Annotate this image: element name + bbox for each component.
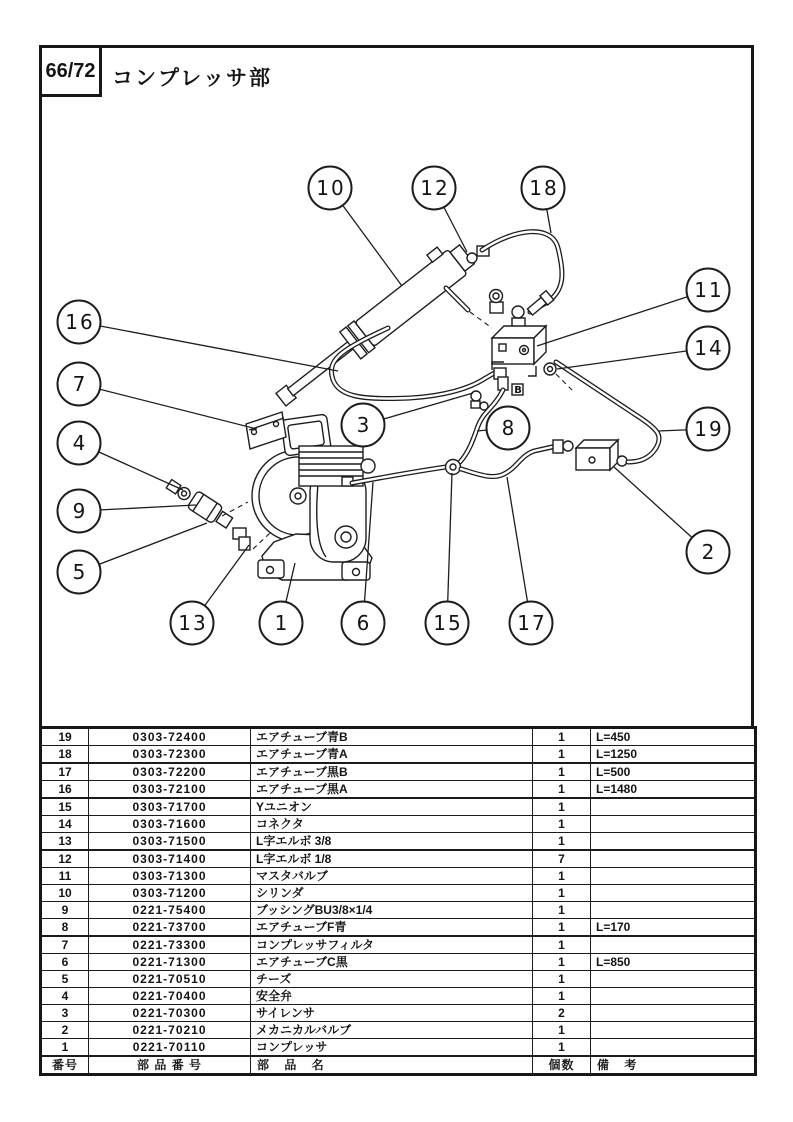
cell-part-no: 0221-73700: [89, 919, 251, 937]
cell-remarks: [591, 936, 756, 954]
cell-no: 13: [41, 833, 89, 851]
cell-qty: 1: [533, 919, 591, 937]
callout-number: 9: [72, 499, 88, 523]
callout-10: [309, 167, 352, 210]
cell-remarks: L=850: [591, 954, 756, 971]
cell-qty: 1: [533, 816, 591, 833]
callout-bubbles: [58, 167, 730, 645]
table-row: [41, 781, 756, 799]
cell-part-no: 0303-72400: [89, 728, 251, 746]
cell-remarks: [591, 868, 756, 885]
cell-remarks: [591, 833, 756, 851]
table-row: [41, 971, 756, 988]
table-row: [41, 833, 756, 851]
cell-part-no: 0303-71700: [89, 798, 251, 816]
callout-number: 5: [72, 560, 88, 584]
table-row: [41, 988, 756, 1005]
cell-qty: 1: [533, 798, 591, 816]
cell-part-no: 0303-71400: [89, 850, 251, 868]
callout-5: [58, 551, 101, 594]
cell-part-no: 0303-71600: [89, 816, 251, 833]
callout-18: [522, 167, 565, 210]
cell-part-no: 0221-70210: [89, 1022, 251, 1039]
cell-qty: 1: [533, 1022, 591, 1039]
page-number-box: [39, 45, 102, 97]
cell-name: ブッシングBU3/8×1/4: [251, 902, 533, 919]
callout-number: 15: [433, 611, 463, 635]
cell-remarks: [591, 1005, 756, 1022]
callout-6: [342, 602, 385, 645]
callout-number: 16: [65, 310, 95, 334]
callout-number: 1: [274, 611, 290, 635]
cell-name: コンプレッサフィルタ: [251, 936, 533, 954]
parts-table: [39, 726, 757, 1076]
cell-qty: 1: [533, 781, 591, 799]
cell-qty: 1: [533, 936, 591, 954]
callout-number: 10: [316, 176, 346, 200]
cell-qty: 7: [533, 850, 591, 868]
callout-2: [687, 531, 730, 574]
callout-leader-16: [79, 322, 338, 371]
table-header-row: [41, 1056, 756, 1075]
cell-remarks: [591, 988, 756, 1005]
cell-qty: 1: [533, 954, 591, 971]
cell-remarks: [591, 1022, 756, 1039]
air-cylinder-drawing: [266, 235, 477, 413]
callout-8: [487, 407, 530, 450]
table-row: [41, 1039, 756, 1057]
cell-remarks: [591, 850, 756, 868]
table-row: [41, 850, 756, 868]
header-part-no: 部 品 番 号: [89, 1056, 251, 1075]
cell-qty: 1: [533, 971, 591, 988]
cell-name: コネクタ: [251, 816, 533, 833]
cell-remarks: L=170: [591, 919, 756, 937]
cell-part-no: 0221-75400: [89, 902, 251, 919]
header-qty: 個数: [533, 1056, 591, 1075]
table-row: [41, 1022, 756, 1039]
callout-number: 8: [501, 416, 517, 440]
cell-remarks: [591, 816, 756, 833]
cell-name: 安全弁: [251, 988, 533, 1005]
callout-9: [58, 490, 101, 533]
cell-qty: 1: [533, 885, 591, 902]
port-b-label: B: [514, 385, 522, 396]
callout-number: 3: [356, 413, 372, 437]
cell-no: 7: [41, 936, 89, 954]
cell-name: シリンダ: [251, 885, 533, 902]
cell-remarks: [591, 798, 756, 816]
cell-qty: 1: [533, 868, 591, 885]
cell-part-no: 0303-72300: [89, 746, 251, 764]
cell-no: 18: [41, 746, 89, 764]
callout-leader-7: [79, 384, 257, 429]
callout-4: [58, 422, 101, 465]
cell-remarks: [591, 885, 756, 902]
cell-name: エアチューブ青A: [251, 746, 533, 764]
callout-12: [413, 167, 456, 210]
cell-qty: 1: [533, 763, 591, 781]
cell-part-no: 0303-71500: [89, 833, 251, 851]
cell-part-no: 0303-71300: [89, 868, 251, 885]
page-title: コンプレッサ部: [112, 67, 272, 90]
callout-15: [426, 602, 469, 645]
cell-no: 3: [41, 1005, 89, 1022]
table-row: [41, 798, 756, 816]
cell-no: 19: [41, 728, 89, 746]
callout-leader-11: [537, 290, 708, 346]
cell-no: 1: [41, 1039, 89, 1057]
cell-name: L字エルボ 1/8: [251, 850, 533, 868]
callout-number: 11: [694, 278, 724, 302]
cell-remarks: [591, 902, 756, 919]
header-no: 番号: [41, 1056, 89, 1075]
callout-number: 12: [420, 176, 450, 200]
cell-no: 6: [41, 954, 89, 971]
mechanical-valve-drawing: [576, 440, 627, 470]
callout-16: [58, 301, 101, 344]
cell-no: 14: [41, 816, 89, 833]
cell-remarks: L=500: [591, 763, 756, 781]
cell-name: サイレンサ: [251, 1005, 533, 1022]
compressor-filter-drawing: [246, 412, 286, 449]
header-remarks: 備 考: [591, 1056, 756, 1075]
cell-no: 12: [41, 850, 89, 868]
cell-part-no: 0221-70510: [89, 971, 251, 988]
cell-qty: 1: [533, 833, 591, 851]
cell-name: エアチューブ黒B: [251, 763, 533, 781]
cell-qty: 1: [533, 1039, 591, 1057]
callout-leader-15: [447, 473, 452, 623]
callout-3: [342, 404, 385, 447]
callout-14: [687, 327, 730, 370]
callout-13: [171, 602, 214, 645]
table-row: [41, 746, 756, 764]
cell-part-no: 0221-70110: [89, 1039, 251, 1057]
cell-remarks: [591, 1039, 756, 1057]
cell-remarks: L=1480: [591, 781, 756, 799]
cell-remarks: [591, 971, 756, 988]
callout-19: [687, 408, 730, 451]
parts-table-body: [41, 728, 756, 1075]
callout-1: [260, 602, 303, 645]
table-row: [41, 763, 756, 781]
callout-number: 2: [701, 540, 717, 564]
cell-name: エアチューブ黒A: [251, 781, 533, 799]
elbow-3-8-drawing: [233, 528, 270, 550]
table-row: [41, 936, 756, 954]
cell-part-no: 0303-72100: [89, 781, 251, 799]
tube-segment-to-valve: [446, 288, 492, 328]
cell-part-no: 0303-72200: [89, 763, 251, 781]
callout-number: 6: [356, 611, 372, 635]
cell-qty: 1: [533, 902, 591, 919]
silencer-fittings: [471, 391, 488, 410]
cell-name: マスタバルブ: [251, 868, 533, 885]
cell-name: エアチューブ青B: [251, 728, 533, 746]
table-row: [41, 1005, 756, 1022]
cell-name: エアチューブF青: [251, 919, 533, 937]
cell-part-no: 0221-70400: [89, 988, 251, 1005]
table-row: [41, 919, 756, 937]
callout-number: 13: [178, 611, 208, 635]
cell-no: 8: [41, 919, 89, 937]
cell-no: 2: [41, 1022, 89, 1039]
callout-7: [58, 363, 101, 406]
cell-qty: 1: [533, 728, 591, 746]
cell-part-no: 0221-73300: [89, 936, 251, 954]
cell-qty: 1: [533, 746, 591, 764]
callout-number: 4: [72, 431, 88, 455]
cell-no: 17: [41, 763, 89, 781]
table-row: [41, 868, 756, 885]
cell-part-no: 0303-71200: [89, 885, 251, 902]
callout-number: 18: [529, 176, 559, 200]
cell-part-no: 0221-71300: [89, 954, 251, 971]
table-row: [41, 816, 756, 833]
cell-no: 10: [41, 885, 89, 902]
table-row: [41, 885, 756, 902]
y-union-drawing: [446, 460, 461, 475]
callout-number: 17: [517, 611, 547, 635]
cell-qty: 1: [533, 988, 591, 1005]
cell-no: 11: [41, 868, 89, 885]
callout-leaders: [79, 188, 708, 623]
callout-17: [510, 602, 553, 645]
cell-name: Yユニオン: [251, 798, 533, 816]
page-number: 66/72: [45, 59, 96, 82]
callout-number: 7: [72, 372, 88, 396]
table-row: [41, 902, 756, 919]
callout-leader-14: [557, 348, 708, 369]
cell-name: チーズ: [251, 971, 533, 988]
cell-name: コンプレッサ: [251, 1039, 533, 1057]
table-row: [41, 954, 756, 971]
cell-no: 15: [41, 798, 89, 816]
cell-remarks: L=1250: [591, 746, 756, 764]
cell-no: 5: [41, 971, 89, 988]
callout-number: 19: [694, 417, 724, 441]
table-row: [41, 728, 756, 746]
cell-no: 16: [41, 781, 89, 799]
cell-name: メカニカルバルブ: [251, 1022, 533, 1039]
cell-no: 4: [41, 988, 89, 1005]
callout-11: [687, 269, 730, 312]
cell-name: L字エルボ 3/8: [251, 833, 533, 851]
left-fittings-cluster: [164, 475, 235, 531]
assembly-axis-left: [222, 502, 248, 516]
cell-part-no: 0221-70300: [89, 1005, 251, 1022]
elbow-under-valve: [494, 368, 508, 390]
cell-name: エアチューブC黒: [251, 954, 533, 971]
cell-remarks: L=450: [591, 728, 756, 746]
header-name: 部 品 名: [251, 1056, 533, 1075]
air-tube-black-a: [331, 328, 496, 399]
cell-qty: 2: [533, 1005, 591, 1022]
cell-no: 9: [41, 902, 89, 919]
callout-number: 14: [694, 336, 724, 360]
